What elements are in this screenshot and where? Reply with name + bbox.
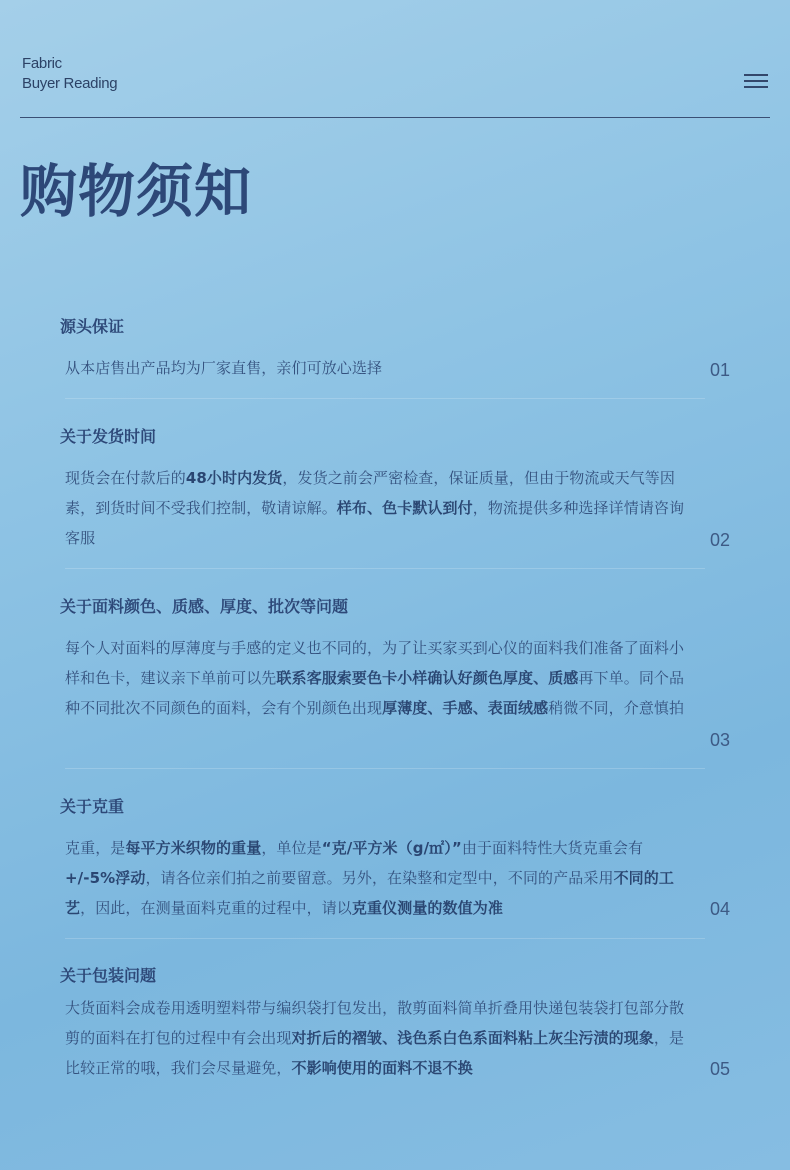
section-heading: 关于克重: [60, 797, 125, 816]
emphasis-text: 厚薄度、手感、表面绒感: [382, 699, 549, 717]
section-number: 02: [710, 530, 731, 550]
body-text: 每个人对面料的厚薄度与手感的定义也不同的，为了让买家买到心仪的面料我们准备了面料小样和色卡，建议亲下单前可以先: [65, 639, 685, 687]
body-text: ，请各位亲们拍之前要留意。另外，在染整和定型中，不同的产品采用: [145, 869, 614, 887]
header-divider: [20, 117, 770, 118]
section-number: 03: [710, 730, 731, 750]
body-text: 克重，是: [65, 839, 126, 857]
emphasis-text: 每平方米织物的重量: [125, 839, 262, 857]
section-source-guarantee: [60, 316, 740, 380]
emphasis-text: 克重仪测量的数值为准: [351, 899, 503, 917]
body-text: ，是比较正常的哦，我们会尽量避免，: [65, 1029, 685, 1077]
section-heading: 关于面料颜色、质感、厚度、批次等问题: [60, 597, 349, 616]
emphasis-text: 不同的工艺: [65, 869, 674, 917]
section-fabric-color-quality: [60, 596, 740, 750]
section-divider: [65, 568, 705, 569]
body-text: 大货面料会成卷用透明塑料带与编织袋打包发出，散剪面料简单折叠用快递包装袋打包部分散剪的面料在打包的过程中有会出现: [65, 999, 685, 1047]
section-number: 04: [710, 899, 731, 919]
section-number: 05: [710, 1059, 731, 1079]
body-text: ，发货之前会严密检查，保证质量，但由于物流或天气等因素，到货时间不受我们控制，敬请谅解。: [65, 469, 675, 517]
body-text: 再下单。同个品种不同批次不同颜色的面料，会有个别颜色出现: [65, 669, 685, 717]
brand-line-1: Fabric: [22, 55, 62, 72]
emphasis-text: “克/平方米（g/㎡）”: [321, 839, 462, 857]
body-text: ，因此，在测量面料克重的过程中，请以: [80, 899, 352, 917]
section-body: [65, 633, 685, 723]
section-heading: 源头保证: [60, 317, 125, 336]
section-body: [65, 993, 685, 1083]
hamburger-menu-icon[interactable]: [744, 74, 770, 90]
body-text: ，物流提供多种选择详情请咨询客服: [65, 499, 685, 547]
section-divider: [65, 768, 705, 769]
emphasis-text: 样布、色卡默认到付: [336, 499, 473, 517]
section-shipping-time: [60, 426, 740, 550]
brand-line-2: Buyer Reading: [22, 75, 118, 92]
section-number: 01: [710, 360, 731, 380]
section-heading: 关于发货时间: [60, 427, 157, 446]
page-title: 购物须知: [20, 159, 252, 225]
section-heading: 关于包装问题: [60, 966, 157, 985]
section-fabric-weight: [60, 796, 740, 919]
section-body: [65, 833, 685, 923]
brand-logo: [22, 54, 117, 94]
emphasis-text: 48小时内发货: [185, 469, 283, 487]
body-text: 由于面料特性大货克重会有: [461, 839, 644, 857]
body-text: 现货会在付款后的: [65, 469, 186, 487]
emphasis-text: 联系客服索要色卡小样确认好颜色厚度、质感: [276, 669, 579, 687]
emphasis-text: 不影响使用的面料不退不换: [291, 1059, 473, 1077]
section-body: [65, 353, 685, 383]
section-body: [65, 463, 685, 553]
emphasis-text: +/-5%浮动: [65, 869, 146, 887]
body-text: 从本店售出产品均为厂家直售，亲们可放心选择: [65, 359, 383, 377]
section-divider: [65, 398, 705, 399]
body-text: 稍微不同，介意慎拍: [548, 699, 685, 717]
section-divider: [65, 938, 705, 939]
section-packaging: [60, 965, 740, 1079]
body-text: ，单位是: [261, 839, 322, 857]
emphasis-text: 对折后的褶皱、浅色系白色系面料粘上灰尘污渍的现象: [291, 1029, 654, 1047]
